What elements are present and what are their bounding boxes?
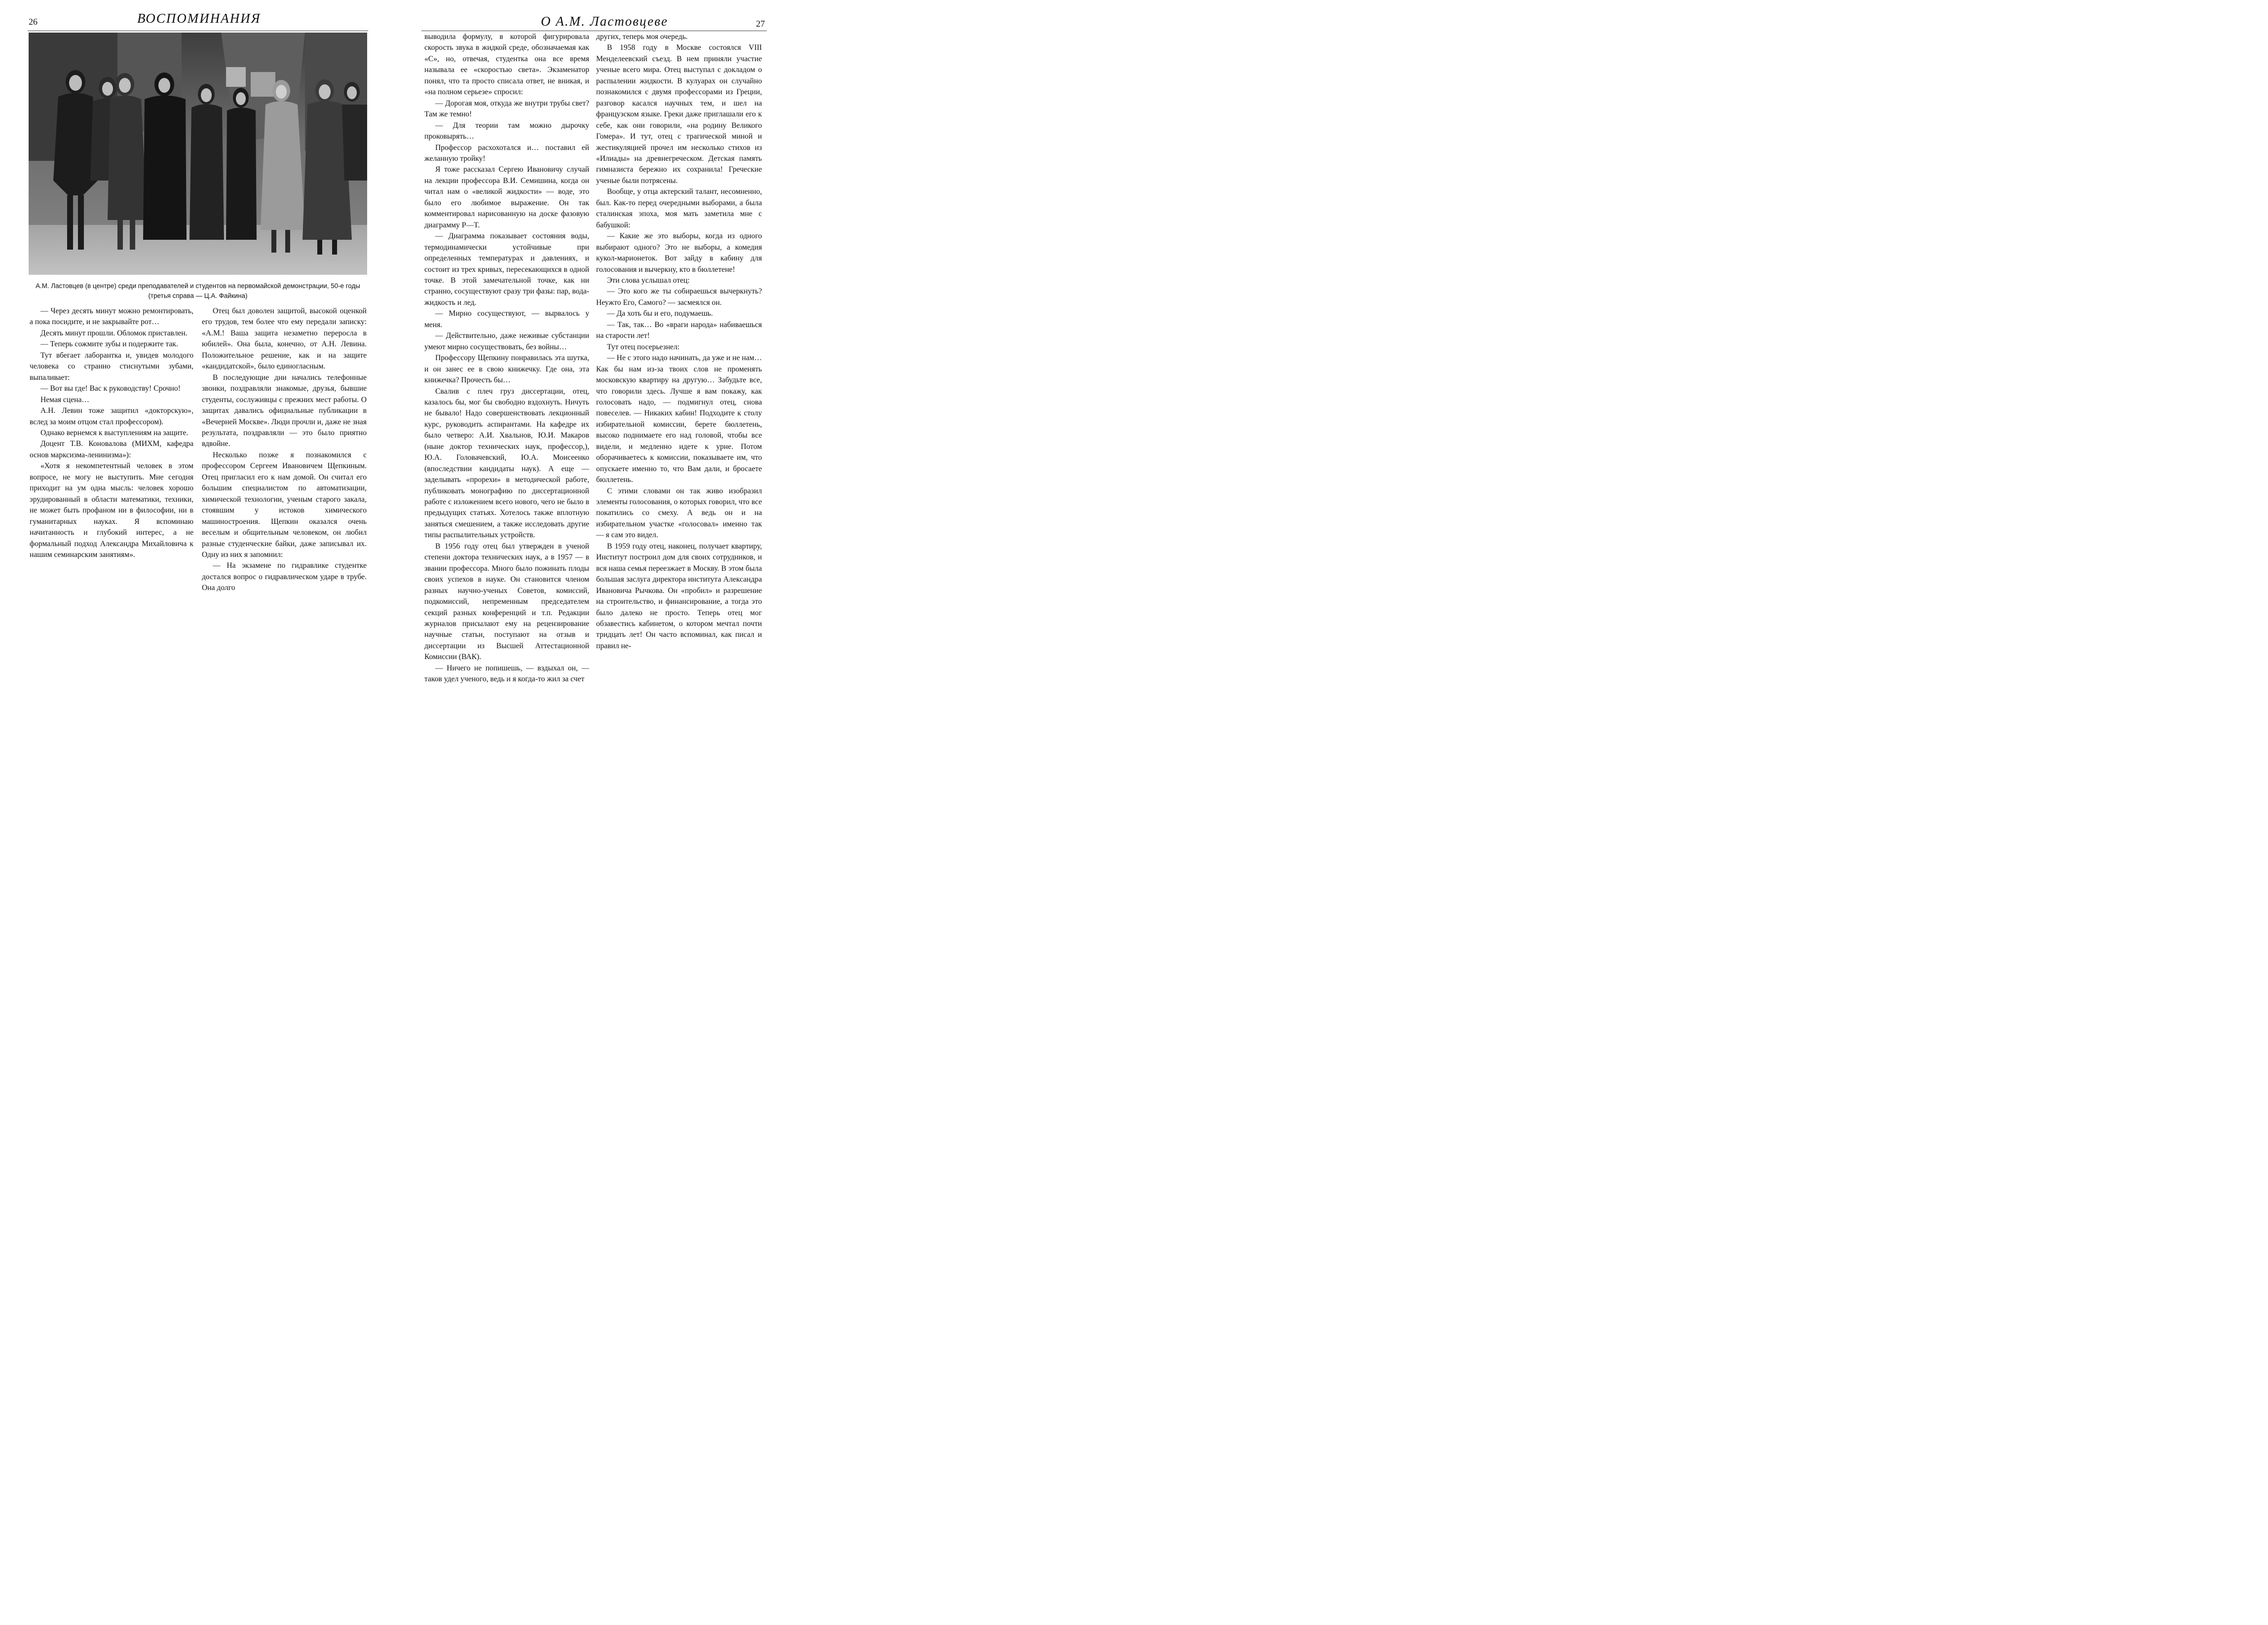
paragraph: — Через десять минут можно ремонтировать, а пока посидите, и не закрывайте рот…: [30, 307, 193, 327]
paragraph: Доцент Т.В. Коновалова (МИХМ, кафедра основ марксизма-ленинизма»):: [30, 440, 193, 459]
paragraph: Несколько позже я познакомился с профессором Сергеем Ивановичем Щепкиным. Отец пригласил его к нам домой. Он считал его большим специалистом по автоматизации, химической технологии, ученым старого закала, стоявшим у истоков химического машиностроения. Щепкин оказался очень веселым и общительным человеком, он любил разные студенческие байки, даже записывал их. Одну из них я запомнил:: [202, 450, 367, 559]
left-page-column-1: [30, 306, 193, 560]
paragraph: — Действительно, даже неживые субстанции умеют мирно сосуществовать, без войны…: [424, 332, 589, 351]
page-number-left: 26: [29, 17, 38, 27]
paragraph: — Не с этого надо начинать, да уже и не нам… Как бы нам из-за твоих слов не променять московскую квартиру на другую… Забудьте все, что говорили здесь. Лучше я вам покажу, как голосовать надо, — подмигнул отец, снова повеселев. — Никаких кабин! Подходите к столу избирательной комиссии, берете бюллетень, высоко поднимаете его над головой, чтобы все видели, и медленно идете к урне. Потом оборачиваетесь к комиссии, показываете им, что опускаете именно то, что Вам дали, и бросаете бюллетень.: [596, 354, 762, 484]
book-spread: [0, 0, 774, 684]
paragraph: выводила формулу, в которой фигурировала скорость звука в жидкой среде, обозначаемая как «С», но, отвечая, студентка она все время называла ее «скоростью света». Экзаменатор понял, что та просто списала ответ, не вникая, и «на полном серьезе» спросил:: [424, 33, 589, 97]
paragraph: — Вот вы где! Вас к руководству! Срочно!: [40, 384, 181, 393]
paragraph: — На экзамене по гидравлике студентке достался вопрос о гидравлическом ударе в трубе. Она долго: [202, 561, 367, 592]
paragraph: Немая сцена…: [40, 395, 89, 404]
paragraph: Тут вбегает лаборантка и, увидев молодого человека со странно стиснутыми зубами, выпаливает:: [30, 351, 193, 382]
running-head-right: О А.М. Ластовцеве: [541, 14, 668, 29]
paragraph: Отец был доволен защитой, высокой оценкой его трудов, тем более что ему передали записку: «А.М.! Ваша защита незаметно переросла в юбилей». Она была, конечно, от А.Н. Левина. Положительное решение, как и на защите «кандидатской», было единогласным.: [202, 307, 367, 371]
paragraph: Я тоже рассказал Сергею Ивановичу случай на лекции профессора В.И. Семишина, когда он читал нам о «великой жидкости» — воде, это было его любимое выражение. Он так комментировал нарисованную на доске фазовую диаграмму P—T.: [424, 165, 589, 229]
paragraph: Тут отец посерьезнел:: [607, 342, 680, 351]
group-photo-image: [29, 33, 367, 275]
group-photo: [29, 33, 367, 275]
paragraph: Свалив с плеч груз диссертации, отец, казалось бы, мог бы свободно вздохнуть. Ничуть не бывало! Надо совершенствовать лекционный курс, руководить аспирантами. На кафедре их было четверо: А.И. Хвальнов, Ю.И. Макаров (ныне доктор технических наук, профессор,), Ю.А. Головачевский, Ю.А. Моисеенко (впоследствии кандидаты наук). А еще — заделывать «прорехи» в методической работе, публиковать монографию по диссертационной работе с изложением всего нового, чего не было в предыдущих статьях. Хотелось также вплотную заняться смешением, а также исследовать другие типы распылительных устройств.: [424, 387, 589, 540]
paragraph: — Так, так… Во «враги народа» набиваешься на старости лет!: [596, 320, 762, 340]
paragraph: — Дорогая моя, откуда же внутри трубы свет? Там же темно!: [424, 99, 589, 119]
paragraph: Однако вернемся к выступлениям на защите.: [40, 428, 189, 437]
paragraph: — Теперь сожмите зубы и подержите так.: [40, 340, 178, 349]
paragraph: В 1958 году в Москве состоялся VIII Менделеевский съезд. В нем приняли участие ученые всего мира. Отец выступал с докладом о распылении жидкости. В кулуарах он случайно познакомился с двумя профессорами из Греции, разговор касался научных тем, и шел на французском языке. Греки даже приглашали его к себе, как они говорили, «на родину Великого Гомера». И тут, отец с трагической миной и жестикуляцией прочел им несколько стихов из «Илиады» на древнегреческом. Детская память гимназиста бережно их сохранила! Греческие ученые были потрясены.: [596, 43, 762, 185]
paragraph: — Да хоть бы и его, подумаешь.: [607, 309, 713, 318]
paragraph: — Для теории там можно дырочку проковырять…: [424, 121, 589, 141]
paragraph: В 1959 году отец, наконец, получает квартиру, Институт построил дом для своих сотрудников, и вся наша семья переезжает в Москву. В этом была большая заслуга директора института Александра Ивановича Рычкова. Он «пробил» и разрешение на строительство, и финансирование, а тогда это было далеко не просто. Теперь отец мог обзавестись кабинетом, о котором мечтал почти тридцать лет! Он часто вспоминал, как писал и правил не-: [596, 542, 762, 650]
left-page-column-2: [202, 306, 367, 594]
paragraph: — Мирно сосуществуют, — вырвалось у меня.: [424, 309, 589, 329]
paragraph: А.Н. Левин тоже защитил «докторскую», вслед за моим отцом стал профессором).: [30, 406, 193, 426]
paragraph: Профессору Щепкину понравилась эта шутка, и он занес ее в свою книжечку. Где она, эта книжечка? Прочесть бы…: [424, 354, 589, 385]
paragraph: Вообще, у отца актерский талант, несомненно, был. Как-то перед очередными выборами, а была сталинская эпоха, моя мать заметила мне с бабушкой:: [596, 187, 762, 229]
paragraph: «Хотя я некомпетентный человек в этом вопросе, не могу не выступить. Мне сегодня приходит на ум одна мысль: человек хорошо эрудированный в области математики, техники, не может быть профаном ни в философии, ни в гуманитарных науках. Я вспоминаю начитанность и глубокий интерес, а не формальный подход Александра Михайловича к нашим семинарским занятиям».: [30, 462, 193, 559]
paragraph: — Какие же это выборы, когда из одного выбирают одного? Это не выборы, а комедия кукол-марионеток. Вот зайду в кабину для голосования и вычеркну, кто в бюллетене!: [596, 232, 762, 274]
page-number-right: 27: [756, 19, 765, 29]
paragraph: Десять минут прошли. Обломок приставлен.: [40, 329, 188, 337]
right-page: [387, 0, 774, 684]
right-page-column-2: [596, 32, 762, 652]
paragraph: Эти слова услышал отец:: [607, 276, 690, 285]
paragraph: — Ничего не попишешь, — вздыхал он, — таков удел ученого, ведь и я когда-то жил за счет: [424, 664, 589, 684]
paragraph: С этими словами он так живо изобразил элементы голосования, о которых говорил, что все покатились со смеху. А ведь он и на избирательном участке «голосовал» именно так — я сам это видел.: [596, 486, 762, 540]
paragraph: Профессор расхохотался и… поставил ей желанную тройку!: [424, 143, 589, 163]
paragraph: В последующие дни начались телефонные звонки, поздравляли знакомые, друзья, бывшие студенты, сослуживцы с прежних мест работы. О защитах давались официальные публикации в «Вечерней Москве». Люди прочли и, даже не зная результата, поздравляли — это было приятно вдвойне.: [202, 373, 367, 448]
photo-caption: А.М. Ластовцев (в центре) среди преподавателей и студентов на первомайской демонстрации, 50-е годы (третья справа — Ц.А. Файкина): [36, 282, 360, 299]
running-head-left: ВОСПОМИНАНИЯ: [137, 11, 261, 26]
right-page-column-1: [424, 32, 589, 685]
paragraph: других, теперь моя очередь.: [596, 33, 688, 41]
paragraph: В 1956 году отец был утвержден в ученой степени доктора технических наук, а в 1957 — в звании профессора. Много было пожинать плоды своих успехов в науке. Он становится членом разных научно-ученых Советов, комиссий, подкомиссий, непременным председателем секций разных конференций и т.п. Редакции журналов присылают ему на рецензирование научные статьи, поступают на отзыв и диссертации из Высшей Аттестационной Комиссии (ВАК).: [424, 542, 589, 662]
paragraph: — Это кого же ты собираешься вычеркнуть? Неужто Его, Самого? — засмеялся он.: [596, 287, 762, 307]
left-page: [0, 0, 387, 592]
paragraph: — Диаграмма показывает состояния воды, термодинамически устойчивые при определенных температурах и давлениях, и состоит из трех кривых, пересекающихся в одной точке. В этой замечательной точке, как ни странно, сосуществуют сразу три фазы: пар, вода-жидкость и лед.: [424, 232, 590, 307]
